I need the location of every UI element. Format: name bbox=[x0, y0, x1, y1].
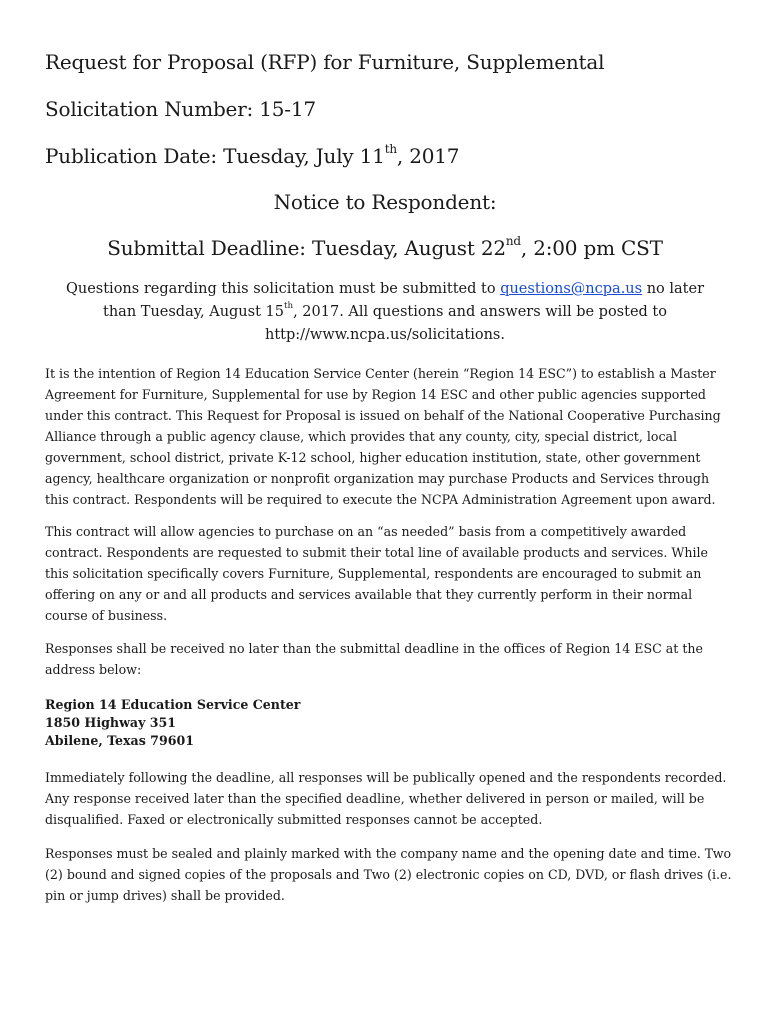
deadline-sup: nd bbox=[505, 233, 521, 248]
publication-date-label: Publication Date: Tuesday, July 11 bbox=[45, 144, 385, 168]
document-title: Request for Proposal (RFP) for Furniture, Supplemental bbox=[45, 50, 605, 74]
deadline-time: , 2:00 pm CST bbox=[520, 236, 663, 260]
intent-paragraph: It is the intention of Region 14 Education Service Center (herein “Region 14 ESC”) to establish a Master Agreement for Furniture, Supplemental for use by Region 14 ESC and other public agencies supported under this contract. This Request for Proposal is issued on behalf of the National Cooperative Purchasing Alliance through a public agency clause, which provides that any county, city, special district, local government, school district, private K-12 school, higher education institution, state, other government agency, healthcare organization or nonprofit organization may purchase Products and Services through this contract. Respondents will be required to execute the NCPA Administration Agreement upon award. bbox=[45, 366, 721, 507]
questions-notice bbox=[55, 278, 715, 347]
questions-email-link[interactable]: questions@ncpa.us bbox=[500, 281, 643, 297]
questions-text-before: Questions regarding this solicitation must be submitted to bbox=[65, 281, 501, 297]
responses-paragraph: Responses shall be received no later than the submittal deadline in the offices of Region 14 ESC at the address below: bbox=[45, 641, 703, 677]
publication-date bbox=[45, 143, 459, 169]
publication-date-suffix-sup: th bbox=[384, 141, 397, 156]
deadline-label: Submittal Deadline: Tuesday, August 22 bbox=[107, 236, 506, 260]
address-line-3: Abilene, Texas 79601 bbox=[45, 733, 194, 748]
publication-date-year: , 2017 bbox=[396, 144, 460, 168]
questions-text-after2: , 2017. All questions and answers will be posted to http://www.ncpa.us/solicitations. bbox=[265, 304, 667, 343]
submittal-deadline bbox=[0, 235, 770, 261]
notice-heading: Notice to Respondent: bbox=[273, 190, 497, 214]
opening-paragraph: Immediately following the deadline, all responses will be publically opened and the respondents recorded. Any response received later than the specified deadline, whether delivered in person or mailed, will be disqualified. Faxed or electronically submitted responses cannot be accepted. bbox=[45, 770, 727, 827]
address-block bbox=[45, 696, 300, 750]
questions-sup: th bbox=[283, 301, 294, 312]
questions-text-after: no later than Tuesday, August 15 bbox=[103, 281, 705, 320]
sealed-paragraph: Responses must be sealed and plainly marked with the company name and the opening date and time. Two (2) bound and signed copies of the proposals and Two (2) electronic copies on CD, DVD, or flash drives (i.e. pin or jump drives) shall be provided. bbox=[45, 846, 732, 903]
address-line-1: Region 14 Education Service Center bbox=[45, 697, 301, 712]
solicitation-number: Solicitation Number: 15-17 bbox=[45, 97, 316, 121]
contract-paragraph: This contract will allow agencies to purchase on an “as needed” basis from a competitively awarded contract. Respondents are requested to submit their total line of available products and services. While this solicitation specifically covers Furniture, Supplemental, respondents are encouraged to submit an offering on any or and all products and services available that they currently perform in their normal course of business. bbox=[45, 524, 708, 623]
address-line-2: 1850 Highway 351 bbox=[45, 715, 177, 730]
